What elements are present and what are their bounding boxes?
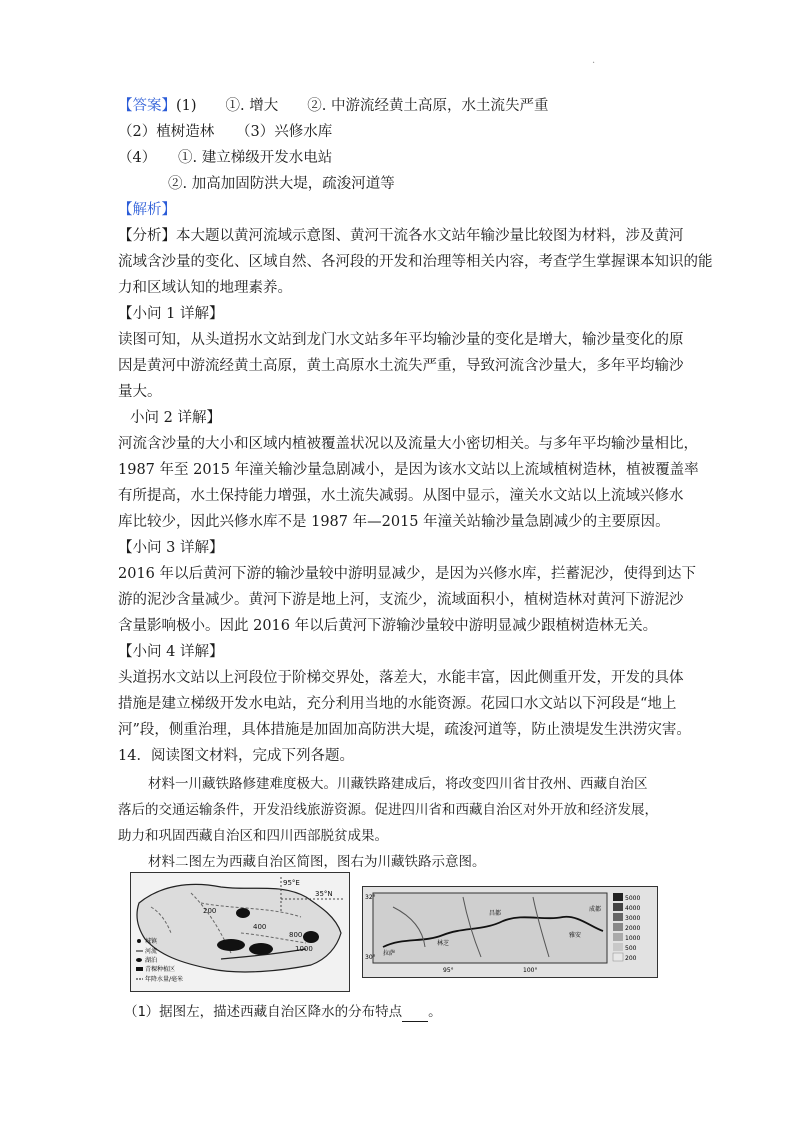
isohyet-label: 1000 [295, 945, 313, 953]
q4-heading: 【小问 4 详解】 [118, 644, 224, 660]
answer-tag: 【答案】 [118, 98, 176, 114]
question-1-line [124, 1002, 442, 1022]
highland-barley-area [303, 931, 319, 943]
question-14-heading: 14．阅读图文材料，完成下列各题。 [118, 748, 354, 764]
legend-value: 3000 [625, 915, 641, 922]
analysis-tag: 【解析】 [118, 202, 176, 218]
isohyet-label: 800 [289, 931, 303, 939]
tibet-map-svg [131, 873, 349, 991]
legend-swatch [613, 893, 623, 901]
q2-line-2: 1987 年至 2015 年潼关输沙量急剧减小，是因为该水文站以上流域植树造林，植被覆盖率 [118, 462, 699, 478]
legend-value: 5000 [625, 895, 641, 902]
material-1-line-1: 材料一川藏铁路修建难度极大。川藏铁路建成后，将改变四川省甘孜州、西藏自治区 [148, 776, 648, 792]
legend-swatch [613, 933, 623, 941]
q1-line-3: 量大。 [118, 384, 162, 400]
lon-label-100: 100° [523, 967, 538, 974]
analysis-line-1: 【分析】本大题以黄河流域示意图、黄河干流各水文站年输沙量比较图为材料，涉及黄河 [118, 228, 684, 244]
lon-label: 95°E [283, 879, 300, 887]
lat-bottom-label: 30° [365, 954, 376, 961]
map-frame [373, 893, 607, 963]
legend-swatch [613, 923, 623, 931]
lon-label-95: 95° [443, 967, 454, 974]
analysis-line-2: 流域含沙量的变化、区域自然、各河段的开发和治理等相关内容，考查学生掌握课本知识的能 [118, 254, 713, 270]
isohyet-label: 200 [203, 907, 217, 915]
legend-swatch [613, 913, 623, 921]
legend-swatch [613, 953, 623, 961]
q1-line-1: 读图可知，从头道拐水文站到龙门水文站多年平均输沙量的变化是增大，输沙量变化的原 [118, 332, 684, 348]
answer-text-1: (1) ①. 增大 ②. 中游流经黄土高原，水土流失严重 [176, 98, 549, 114]
q4-line-3: 河”段，侧重治理，具体措施是加固加高防洪大堤，疏浚河道等，防止溃堤发生洪涝灾害。 [118, 722, 691, 738]
legend-lake: 湖泊 [145, 957, 158, 964]
q3-line-2: 游的泥沙含量减少。黄河下游是地上河，支流少，流域面积小，植树造林对黄河下游泥沙 [118, 592, 684, 608]
answer-line-2: （2）植树造林 （3）兴修水库 [118, 124, 333, 140]
q3-heading: 【小问 3 详解】 [118, 540, 224, 556]
lake-shape [236, 908, 250, 918]
q3-line-3: 含量影响极小。因此 2016 年以后黄河下游输沙量较中游明显减少跟植树造林无关。 [118, 618, 658, 634]
legend-value: 500 [625, 945, 637, 952]
page-mark: · [592, 58, 596, 69]
railway-map [362, 886, 658, 978]
q4-line-1: 头道拐水文站以上河段位于阶梯交界处，落差大，水能丰富，因此侧重开发，开发的具体 [118, 670, 684, 686]
legend-value: 4000 [625, 905, 641, 912]
isohyet-label: 400 [253, 923, 267, 931]
town-symbol-icon [137, 939, 141, 943]
answer-blank[interactable] [402, 1007, 428, 1022]
legend-river: 河流 [145, 948, 158, 955]
highland-barley-area [249, 943, 273, 955]
q1-heading: 【小问 1 详解】 [118, 306, 224, 322]
city-chengdu: 成都 [589, 906, 602, 913]
lake-symbol-icon [136, 958, 142, 962]
q1-line-2: 因是黄河中游流经黄土高原，黄土高原水土流失严重，导致河流含沙量大，多年平均输沙 [118, 358, 684, 374]
q3-line-1: 2016 年以后黄河下游的输沙量较中游明显减少，是因为兴修水库，拦蓄泥沙，使得到达下 [118, 566, 697, 582]
highland-barley-area [217, 939, 245, 951]
tibet-map [130, 872, 350, 992]
question-1-end: 。 [428, 1004, 442, 1020]
material-1-line-3: 助力和巩固西藏自治区和四川西部脱贫成果。 [118, 828, 388, 844]
city-chamdo: 昌都 [489, 910, 502, 917]
legend-value: 200 [625, 955, 637, 962]
answer-line-3: （4） ①. 建立梯级开发水电站 [118, 150, 333, 166]
city-yaan: 雅安 [569, 932, 582, 939]
legend-swatch [613, 943, 623, 951]
railway-map-svg [363, 887, 657, 977]
q2-heading: 小问 2 详解】 [130, 410, 221, 426]
legend-value: 1000 [625, 935, 641, 942]
lat-top-label: 32° [365, 894, 376, 901]
material-1-line-2: 落后的交通运输条件，开发沿线旅游资源。促进四川省和西藏自治区对外开放和经济发展， [118, 802, 658, 818]
barley-symbol-icon [136, 967, 143, 971]
analysis-line-3: 力和区域认知的地理素养。 [118, 280, 292, 296]
q2-line-1: 河流含沙量的大小和区域内植被覆盖状况以及流量大小密切相关。与多年平均输沙量相比， [118, 436, 698, 452]
lat-label: 35°N [315, 890, 333, 898]
legend-swatch [613, 903, 623, 911]
q2-line-3: 有所提高，水土保持能力增强，水土流失减弱。从图中显示，潼关水文站以上流域兴修水 [118, 488, 684, 504]
q2-line-4: 库比较少，因此兴修水库不是 1987 年—2015 年潼关站输沙量急剧减少的主要原因。 [118, 514, 670, 530]
legend-value: 2000 [625, 925, 641, 932]
city-lhasa: 拉萨 [383, 950, 396, 957]
legend-barley: 青稞种植区 [145, 966, 176, 973]
legend-isohyet: 年降水量/毫米 [145, 976, 184, 983]
material-2-text: 材料二图左为西藏自治区简图，图右为川藏铁路示意图。 [148, 854, 486, 870]
city-nyingchi: 林芝 [437, 940, 450, 947]
answer-line-1 [118, 96, 548, 116]
legend-town: 城镇 [145, 938, 158, 945]
answer-line-4: ②. 加高加固防洪大堤，疏浚河道等 [168, 176, 395, 192]
question-1-text: （1）据图左，描述西藏自治区降水的分布特点 [124, 1004, 403, 1020]
q4-line-2: 措施是建立梯级开发水电站，充分利用当地的水能资源。花园口水文站以下河段是“地上 [118, 696, 677, 712]
